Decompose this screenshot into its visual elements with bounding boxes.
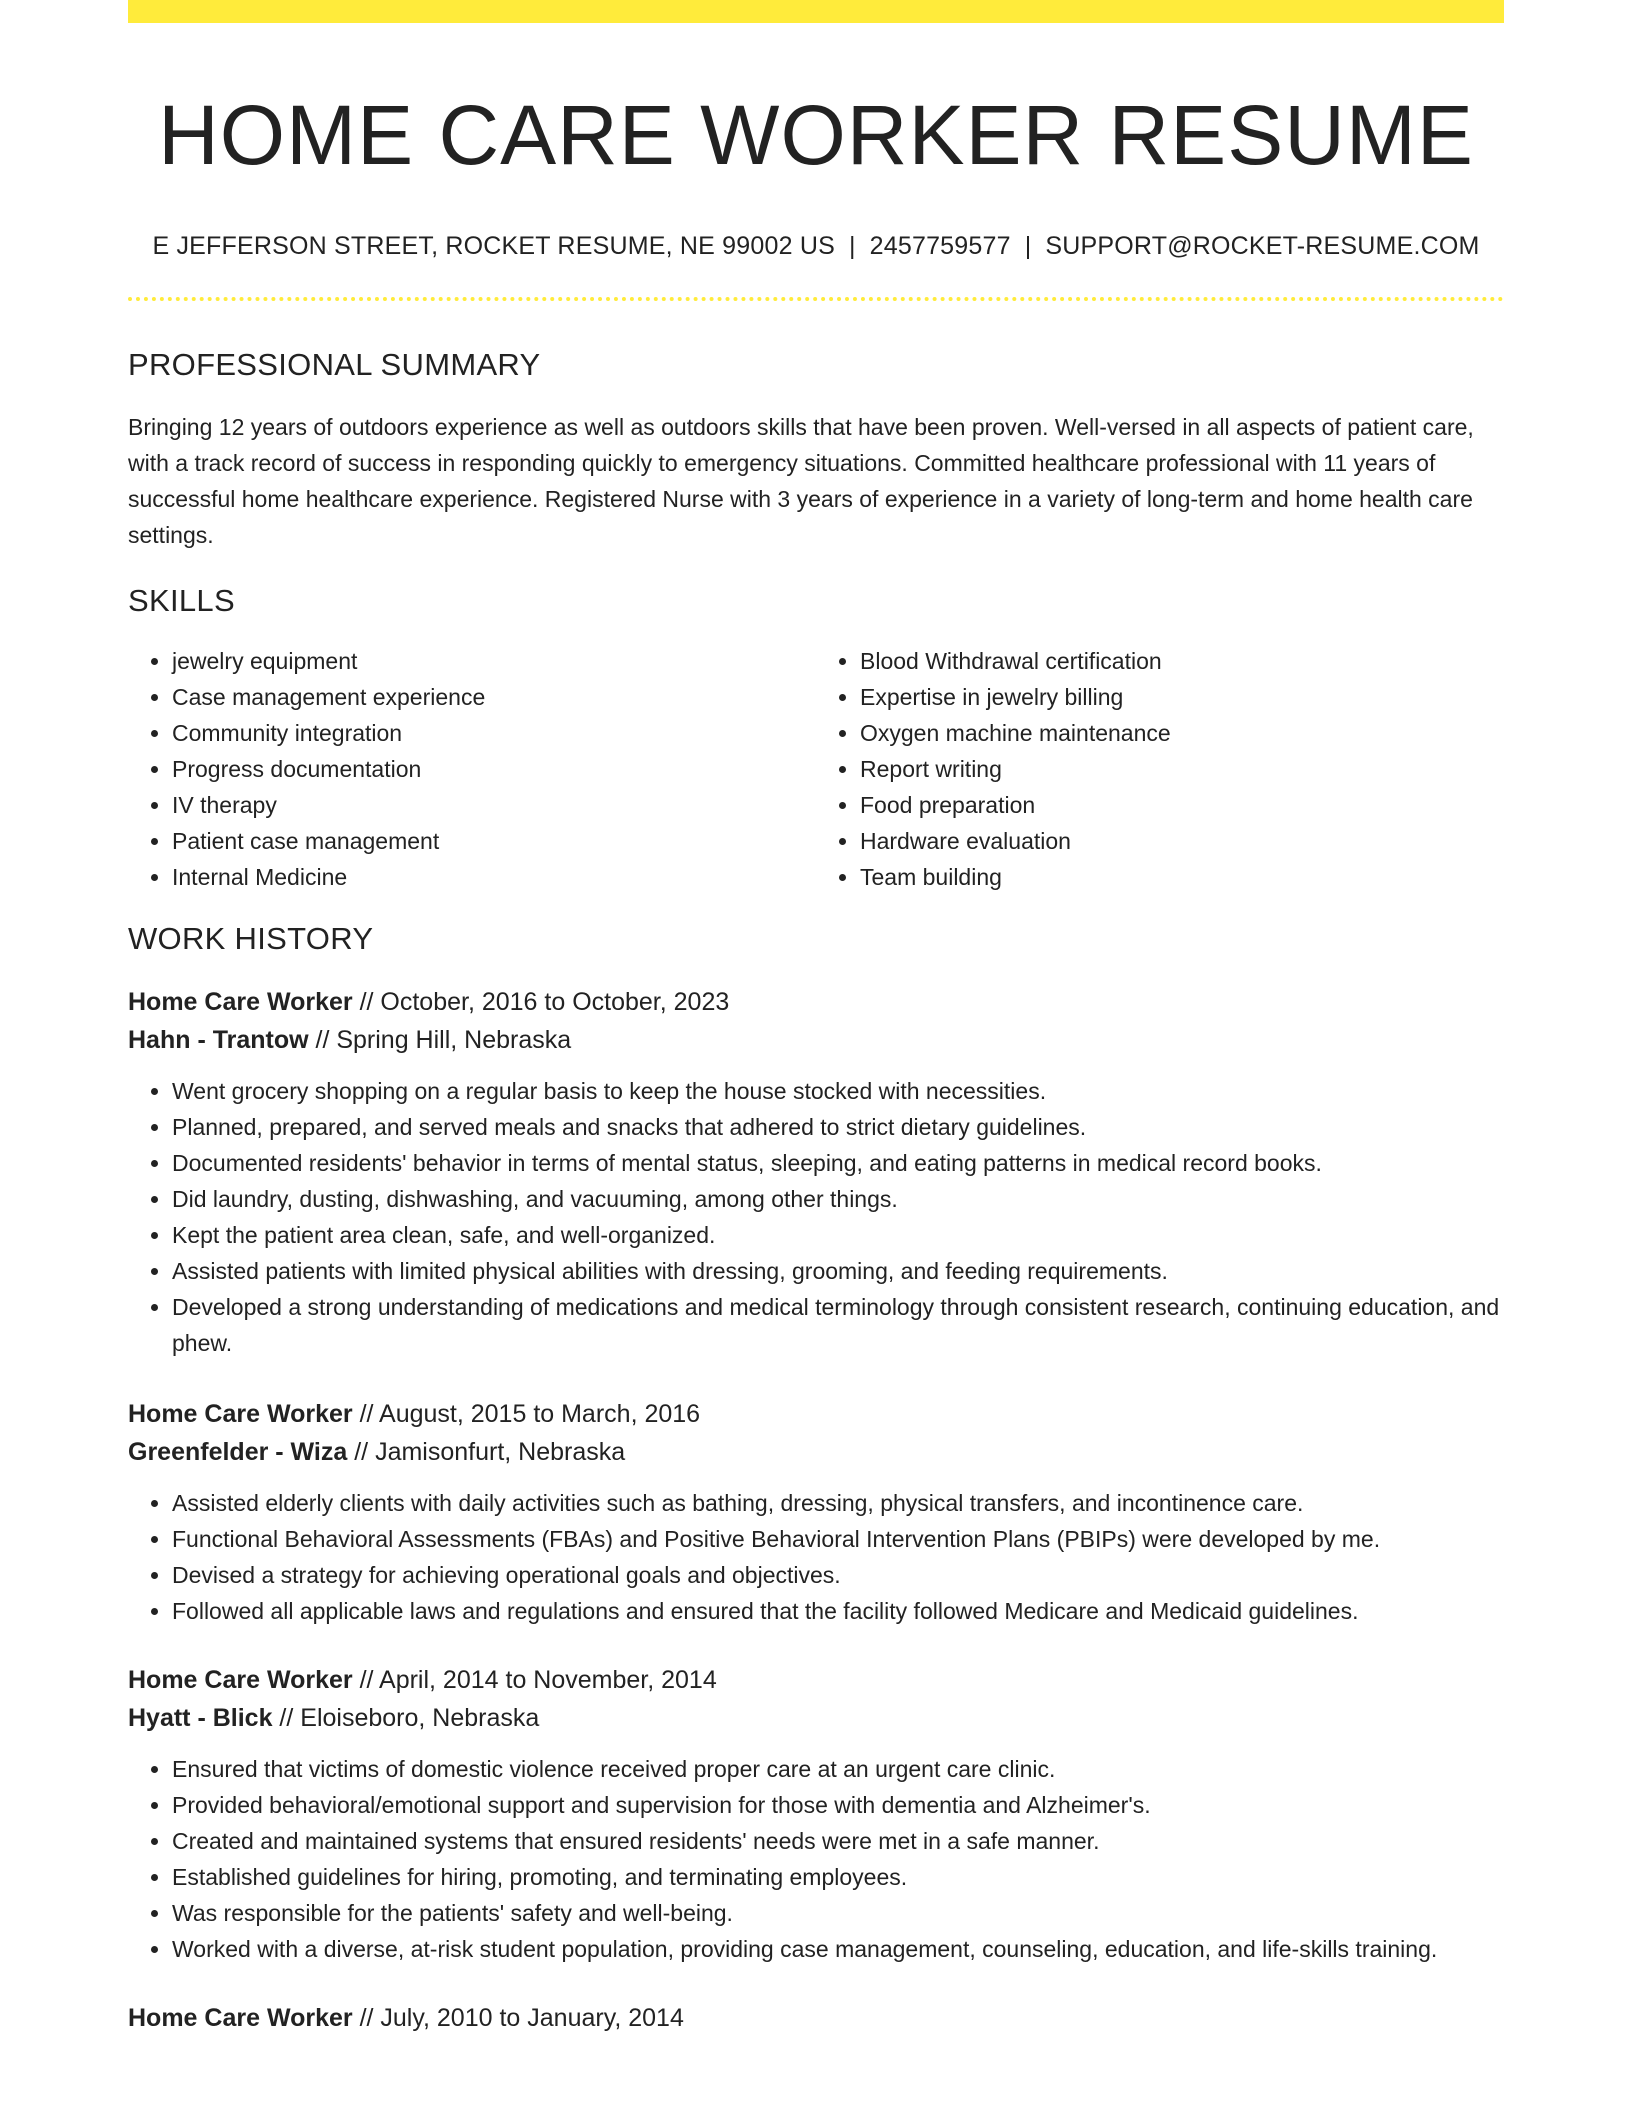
job-company-line [128, 1021, 1504, 1059]
job-duty-item: • Devised a strategy for achieving operational goals and objectives. [172, 1557, 1504, 1593]
job-dates: // July, 2010 to January, 2014 [352, 2003, 684, 2032]
job-entry [128, 1395, 1504, 1629]
contact-line [128, 232, 1504, 261]
contact-phone: 2457759577 [869, 231, 1011, 260]
job-dates: // August, 2015 to March, 2016 [352, 1399, 701, 1428]
job-title-line [128, 1395, 1504, 1433]
skill-item: • Food preparation [860, 787, 1504, 823]
skills-column-left [128, 643, 816, 895]
job-duty-item: • Went grocery shopping on a regular basis to keep the house stocked with necessities. [172, 1073, 1504, 1109]
job-company-line [128, 1699, 1504, 1737]
job-location: // Spring Hill, Nebraska [308, 1025, 572, 1054]
job-title: Home Care Worker [128, 1665, 353, 1694]
contact-address: E JEFFERSON STREET, ROCKET RESUME, NE 99002 US [152, 231, 835, 260]
dotted-divider [128, 297, 1504, 301]
contact-separator: | [848, 231, 856, 260]
job-duty-item: • Worked with a diverse, at-risk student population, providing case management, counseling, education, and life-skills training. [172, 1931, 1504, 1967]
job-duties [128, 1485, 1504, 1629]
work-history-heading: WORK HISTORY [128, 920, 374, 956]
job-duty-item: • Ensured that victims of domestic violence received proper care at an urgent care clinic. [172, 1751, 1504, 1787]
job-title: Home Care Worker [128, 1399, 353, 1428]
job-duty-item: • Provided behavioral/emotional support and supervision for those with dementia and Alzheimer's. [172, 1787, 1504, 1823]
job-duties [128, 1073, 1504, 1361]
job-title-line [128, 1999, 1504, 2037]
job-entry [128, 1999, 1504, 2037]
job-entry [128, 983, 1504, 1361]
job-duty-item: • Was responsible for the patients' safety and well-being. [172, 1895, 1504, 1931]
skill-item: • Internal Medicine [172, 859, 816, 895]
job-duty-item: • Documented residents' behavior in terms of mental status, sleeping, and eating patterns in medical record books. [172, 1145, 1504, 1181]
skills-list [128, 643, 1504, 895]
skills-heading: SKILLS [128, 582, 235, 618]
skill-item: • Oxygen machine maintenance [860, 715, 1504, 751]
job-duty-item: • Did laundry, dusting, dishwashing, and vacuuming, among other things. [172, 1181, 1504, 1217]
job-duty-item: • Kept the patient area clean, safe, and well-organized. [172, 1217, 1504, 1253]
job-duty-item: • Created and maintained systems that ensured residents' needs were met in a safe manner. [172, 1823, 1504, 1859]
skill-item: • Hardware evaluation [860, 823, 1504, 859]
job-duty-item: • Functional Behavioral Assessments (FBAs) and Positive Behavioral Intervention Plans (PBIPs) were developed by me. [172, 1521, 1504, 1557]
skill-item: • Community integration [172, 715, 816, 751]
job-title-line [128, 983, 1504, 1021]
job-company-line [128, 1433, 1504, 1471]
job-duty-item: • Followed all applicable laws and regulations and ensured that the facility followed Medicare and Medicaid guidelines. [172, 1593, 1504, 1629]
job-company: Hyatt - Blick [128, 1703, 273, 1732]
job-duty-item: • Assisted elderly clients with daily activities such as bathing, dressing, physical transfers, and incontinence care. [172, 1485, 1504, 1521]
contact-email: SUPPORT@ROCKET-RESUME.COM [1045, 231, 1480, 260]
job-dates: // October, 2016 to October, 2023 [352, 987, 730, 1016]
job-company: Greenfelder - Wiza [128, 1437, 348, 1466]
job-title: Home Care Worker [128, 2003, 353, 2032]
accent-bar [128, 0, 1504, 23]
job-location: // Jamisonfurt, Nebraska [347, 1437, 626, 1466]
contact-separator: | [1024, 231, 1032, 260]
skill-item: • Blood Withdrawal certification [860, 643, 1504, 679]
job-duty-item: • Established guidelines for hiring, promoting, and terminating employees. [172, 1859, 1504, 1895]
job-duties [128, 1751, 1504, 1967]
skill-item: • IV therapy [172, 787, 816, 823]
job-duty-item: • Developed a strong understanding of medications and medical terminology through consistent research, continuing education, and phew. [172, 1289, 1504, 1361]
skills-column-right [816, 643, 1504, 895]
skill-item: • jewelry equipment [172, 643, 816, 679]
resume-page [128, 0, 1504, 2037]
skill-item: • Report writing [860, 751, 1504, 787]
skill-item: • Expertise in jewelry billing [860, 679, 1504, 715]
summary-heading: PROFESSIONAL SUMMARY [128, 346, 541, 382]
job-location: // Eloiseboro, Nebraska [272, 1703, 540, 1732]
skill-item: • Team building [860, 859, 1504, 895]
resume-title: HOME CARE WORKER RESUME [158, 88, 1474, 182]
job-company: Hahn - Trantow [128, 1025, 309, 1054]
skill-item: • Patient case management [172, 823, 816, 859]
job-title-line [128, 1661, 1504, 1699]
job-duty-item: • Planned, prepared, and served meals and snacks that adhered to strict dietary guidelines. [172, 1109, 1504, 1145]
job-dates: // April, 2014 to November, 2014 [352, 1665, 717, 1694]
skill-item: • Case management experience [172, 679, 816, 715]
job-duty-item: • Assisted patients with limited physical abilities with dressing, grooming, and feeding requirements. [172, 1253, 1504, 1289]
job-entry [128, 1661, 1504, 1967]
summary-text: Bringing 12 years of outdoors experience as well as outdoors skills that have been proven. Well-versed in all aspects of patient care, with a track record of success in responding quickly to emergency situations. Committed healthcare professional with 11 years of successful home healthcare experience. Registered Nurse with 3 years of experience in a variety of long-term and home health care settings. [128, 413, 1474, 548]
job-title: Home Care Worker [128, 987, 353, 1016]
skill-item: • Progress documentation [172, 751, 816, 787]
